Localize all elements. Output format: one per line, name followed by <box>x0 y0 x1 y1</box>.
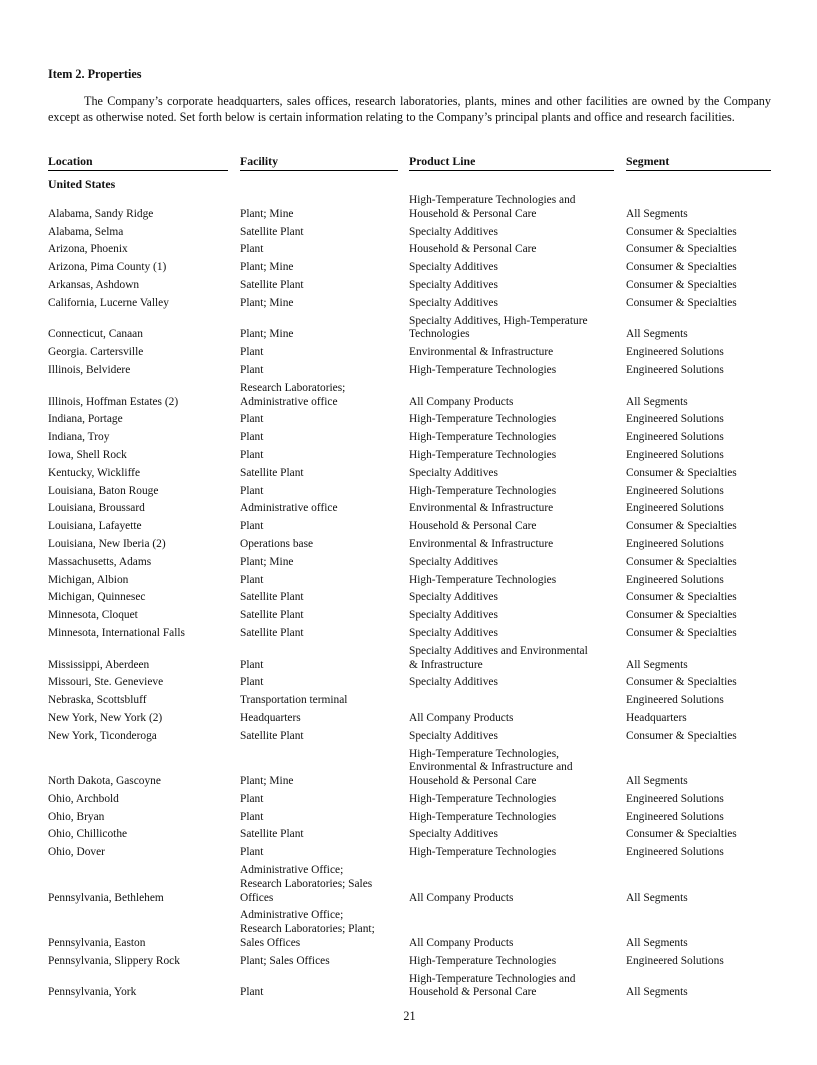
segment-cell: Engineered Solutions <box>626 810 724 823</box>
segment-cell: Engineered Solutions <box>626 954 724 967</box>
segment-cell: All Segments <box>626 891 688 904</box>
location-cell: California, Lucerne Valley <box>48 296 169 309</box>
facility-cell: Plant; Sales Offices <box>240 954 330 967</box>
segment-cell: Engineered Solutions <box>626 346 724 359</box>
facility-cell: Plant <box>240 520 264 533</box>
facility-cell: Plant <box>240 363 264 376</box>
segment-cell: Consumer & Specialties <box>626 261 737 274</box>
product-line-cell <box>409 694 614 708</box>
table-row <box>48 826 771 844</box>
segment-cell: All Segments <box>626 395 688 408</box>
table-row <box>48 429 771 447</box>
facility-cell: Plant <box>240 792 264 805</box>
table-row <box>48 411 771 429</box>
table-row <box>48 791 771 809</box>
column-header-facility: Facility <box>240 154 398 171</box>
facility-cell: Plant; Mine <box>240 296 294 309</box>
location-cell: Louisiana, Baton Rouge <box>48 484 159 497</box>
table-row <box>48 809 771 827</box>
table-row <box>48 643 771 675</box>
table-row <box>48 536 771 554</box>
location-cell: Indiana, Portage <box>48 413 123 426</box>
product-line-cell: High-Temperature Technologies <box>409 810 557 823</box>
facility-cell: Administrative Office; Research Laboratories; Plant; Sales Offices <box>240 909 375 950</box>
facility-cell: Satellite Plant <box>240 626 304 639</box>
segment-cell: Consumer & Specialties <box>626 243 737 256</box>
product-line-cell: Environmental & Infrastructure <box>409 502 554 515</box>
location-cell: Minnesota, International Falls <box>48 626 185 639</box>
column-header-product-line: Product Line <box>409 154 614 171</box>
location-cell: Kentucky, Wickliffe <box>48 466 141 479</box>
product-line-cell: High-Temperature Technologies <box>409 573 557 586</box>
facility-cell: Research Laboratories; Administrative office <box>240 381 346 408</box>
segment-cell: All Segments <box>626 775 688 788</box>
table-row <box>48 692 771 710</box>
segment-cell: Consumer & Specialties <box>626 609 737 622</box>
table-row <box>48 295 771 313</box>
section-row <box>48 174 771 192</box>
segment-cell: Consumer & Specialties <box>626 828 737 841</box>
location-cell: Arkansas, Ashdown <box>48 278 140 291</box>
table-row <box>48 362 771 380</box>
facility-cell: Plant <box>240 413 264 426</box>
location-cell: Missouri, Ste. Genevieve <box>48 676 164 689</box>
facility-cell: Administrative Office; Research Laboratories; Sales Offices <box>240 864 373 904</box>
column-header-location: Location <box>48 154 228 171</box>
facility-cell: Headquarters <box>240 711 301 724</box>
facility-cell: Plant; Mine <box>240 207 294 220</box>
table-row <box>48 344 771 362</box>
segment-cell: Engineered Solutions <box>626 413 724 426</box>
table-row <box>48 746 771 791</box>
table-row <box>48 907 771 952</box>
location-cell: Alabama, Sandy Ridge <box>48 207 154 220</box>
product-line-cell: High-Temperature Technologies <box>409 792 557 805</box>
location-cell: Michigan, Albion <box>48 573 129 586</box>
product-line-cell: Specialty Additives <box>409 296 498 309</box>
segment-cell: All Segments <box>626 207 688 220</box>
facility-cell: Satellite Plant <box>240 278 304 291</box>
location-cell: Indiana, Troy <box>48 431 110 444</box>
product-line-cell: Specialty Additives <box>409 278 498 291</box>
segment-cell: Consumer & Specialties <box>626 729 737 742</box>
table-row <box>48 607 771 625</box>
product-line-cell: High-Temperature Technologies, Environmental & Infrastructure and Household & Personal Care <box>409 747 573 788</box>
segment-cell: All Segments <box>626 937 688 950</box>
table-row <box>48 465 771 483</box>
segment-cell: Consumer & Specialties <box>626 225 737 238</box>
table-row <box>48 953 771 971</box>
facility-cell: Operations base <box>240 537 314 550</box>
segment-cell: Engineered Solutions <box>626 448 724 461</box>
location-cell: Mississippi, Aberdeen <box>48 658 150 671</box>
facility-cell: Plant <box>240 573 264 586</box>
product-line-cell: Specialty Additives and Environmental & Infrastructure <box>409 644 588 671</box>
facility-cell: Plant <box>240 846 264 859</box>
product-line-cell: All Company Products <box>409 395 514 408</box>
location-cell: Illinois, Belvidere <box>48 363 131 376</box>
product-line-cell: Specialty Additives, High-Temperature Technologies <box>409 314 588 341</box>
product-line-cell: All Company Products <box>409 891 514 904</box>
facility-cell: Plant <box>240 658 264 671</box>
product-line-cell: Specialty Additives <box>409 626 498 639</box>
location-cell: Minnesota, Cloquet <box>48 609 138 622</box>
facility-cell: Plant <box>240 810 264 823</box>
table-row <box>48 447 771 465</box>
location-cell: Pennsylvania, Bethlehem <box>48 891 164 904</box>
segment-cell: Consumer & Specialties <box>626 591 737 604</box>
product-line-cell: Specialty Additives <box>409 729 498 742</box>
location-cell: New York, New York (2) <box>48 711 163 724</box>
facility-cell: Satellite Plant <box>240 591 304 604</box>
facility-cell: Plant; Mine <box>240 328 294 341</box>
product-line-cell: Specialty Additives <box>409 261 498 274</box>
segment-cell: Engineered Solutions <box>626 484 724 497</box>
properties-table <box>48 174 771 1002</box>
facility-cell: Plant; Mine <box>240 555 294 568</box>
location-cell: Louisiana, Broussard <box>48 502 145 515</box>
table-row <box>48 862 771 907</box>
location-cell: Arizona, Pima County (1) <box>48 261 167 274</box>
facility-cell: Plant <box>240 431 264 444</box>
product-line-cell: Household & Personal Care <box>409 520 537 533</box>
location-cell: Massachusetts, Adams <box>48 555 152 568</box>
product-line-cell: High-Temperature Technologies and Household & Personal Care <box>409 972 576 999</box>
segment-cell: Engineered Solutions <box>626 573 724 586</box>
facility-cell: Plant <box>240 346 264 359</box>
segment-cell: Engineered Solutions <box>626 537 724 550</box>
segment-cell: Engineered Solutions <box>626 846 724 859</box>
segment-cell: Consumer & Specialties <box>626 555 737 568</box>
product-line-cell: All Company Products <box>409 711 514 724</box>
product-line-cell: Household & Personal Care <box>409 243 537 256</box>
location-cell: Pennsylvania, York <box>48 986 137 999</box>
segment-cell: All Segments <box>626 328 688 341</box>
table-row <box>48 674 771 692</box>
intro-paragraph: The Company’s corporate headquarters, sales offices, research laboratories, plants, mines and other facilities are owned by the Company except as otherwise noted. Set forth below is certain information relating to the Company’s principal plants and office and research facilities. <box>48 94 771 124</box>
table-row <box>48 277 771 295</box>
section-label: United States <box>48 177 116 192</box>
location-cell: Ohio, Bryan <box>48 810 105 823</box>
table-row <box>48 224 771 242</box>
facility-cell: Transportation terminal <box>240 694 348 707</box>
table-row <box>48 518 771 536</box>
product-line-cell: High-Temperature Technologies <box>409 448 557 461</box>
location-cell: Iowa, Shell Rock <box>48 448 127 461</box>
location-cell: Alabama, Selma <box>48 225 124 238</box>
segment-cell: Consumer & Specialties <box>626 520 737 533</box>
location-cell: Ohio, Archbold <box>48 792 119 805</box>
product-line-cell: High-Temperature Technologies <box>409 846 557 859</box>
location-cell: Louisiana, Lafayette <box>48 520 142 533</box>
section-heading: Item 2. Properties <box>48 67 142 81</box>
product-line-cell: Specialty Additives <box>409 555 498 568</box>
table-row <box>48 572 771 590</box>
facility-cell: Plant <box>240 243 264 256</box>
location-cell: Illinois, Hoffman Estates (2) <box>48 395 179 408</box>
segment-cell: Headquarters <box>626 711 687 724</box>
location-cell: Georgia. Cartersville <box>48 346 144 359</box>
location-cell: Nebraska, Scottsbluff <box>48 694 147 707</box>
facility-cell: Administrative office <box>240 502 338 515</box>
table-row <box>48 259 771 277</box>
table-row <box>48 844 771 862</box>
product-line-cell: Specialty Additives <box>409 609 498 622</box>
segment-cell: Consumer & Specialties <box>626 278 737 291</box>
product-line-cell: Specialty Additives <box>409 466 498 479</box>
table-row <box>48 313 771 345</box>
segment-cell: All Segments <box>626 986 688 999</box>
facility-cell: Plant <box>240 484 264 497</box>
product-line-cell: Specialty Additives <box>409 591 498 604</box>
table-row <box>48 380 771 412</box>
table-row <box>48 710 771 728</box>
table-row <box>48 589 771 607</box>
column-header-segment: Segment <box>626 154 771 171</box>
location-cell: Pennsylvania, Slippery Rock <box>48 954 180 967</box>
product-line-cell: Environmental & Infrastructure <box>409 537 554 550</box>
facility-cell: Plant <box>240 676 264 689</box>
segment-cell: Consumer & Specialties <box>626 296 737 309</box>
product-line-cell: Specialty Additives <box>409 676 498 689</box>
location-cell: Arizona, Phoenix <box>48 243 128 256</box>
segment-cell: Consumer & Specialties <box>626 626 737 639</box>
segment-cell: All Segments <box>626 658 688 671</box>
product-line-cell: High-Temperature Technologies and Household & Personal Care <box>409 194 576 220</box>
table-row <box>48 500 771 518</box>
product-line-cell: High-Temperature Technologies <box>409 431 557 444</box>
location-cell: Louisiana, New Iberia (2) <box>48 537 166 550</box>
page-number: 21 <box>403 1009 416 1023</box>
table-row <box>48 971 771 1003</box>
location-cell: Ohio, Dover <box>48 846 105 859</box>
facility-cell: Plant; Mine <box>240 775 294 788</box>
table-row <box>48 728 771 746</box>
facility-cell: Satellite Plant <box>240 609 304 622</box>
location-cell: North Dakota, Gascoyne <box>48 775 161 788</box>
location-cell: Connecticut, Canaan <box>48 328 143 341</box>
facility-cell: Satellite Plant <box>240 729 304 742</box>
segment-cell: Engineered Solutions <box>626 502 724 515</box>
product-line-cell: High-Temperature Technologies <box>409 484 557 497</box>
facility-cell: Plant; Mine <box>240 261 294 274</box>
location-cell: Ohio, Chillicothe <box>48 828 128 841</box>
product-line-cell: All Company Products <box>409 937 514 950</box>
segment-cell: Consumer & Specialties <box>626 676 737 689</box>
product-line-cell: High-Temperature Technologies <box>409 413 557 426</box>
facility-cell: Plant <box>240 986 264 999</box>
segment-cell: Engineered Solutions <box>626 431 724 444</box>
product-line-cell: Specialty Additives <box>409 828 498 841</box>
table-row <box>48 483 771 501</box>
facility-cell: Satellite Plant <box>240 828 304 841</box>
table-row <box>48 192 771 224</box>
segment-cell: Engineered Solutions <box>626 363 724 376</box>
table-row <box>48 241 771 259</box>
facility-cell: Plant <box>240 448 264 461</box>
location-cell: Pennsylvania, Easton <box>48 937 146 950</box>
location-cell: Michigan, Quinnesec <box>48 591 146 604</box>
table-row <box>48 554 771 572</box>
segment-cell: Engineered Solutions <box>626 792 724 805</box>
facility-cell: Satellite Plant <box>240 466 304 479</box>
product-line-cell: High-Temperature Technologies <box>409 954 557 967</box>
facility-cell: Satellite Plant <box>240 225 304 238</box>
product-line-cell: Specialty Additives <box>409 225 498 238</box>
segment-cell: Consumer & Specialties <box>626 466 737 479</box>
segment-cell: Engineered Solutions <box>626 694 724 707</box>
product-line-cell: Environmental & Infrastructure <box>409 346 554 359</box>
location-cell: New York, Ticonderoga <box>48 729 157 742</box>
product-line-cell: High-Temperature Technologies <box>409 363 557 376</box>
table-header <box>48 154 771 172</box>
table-row <box>48 625 771 643</box>
